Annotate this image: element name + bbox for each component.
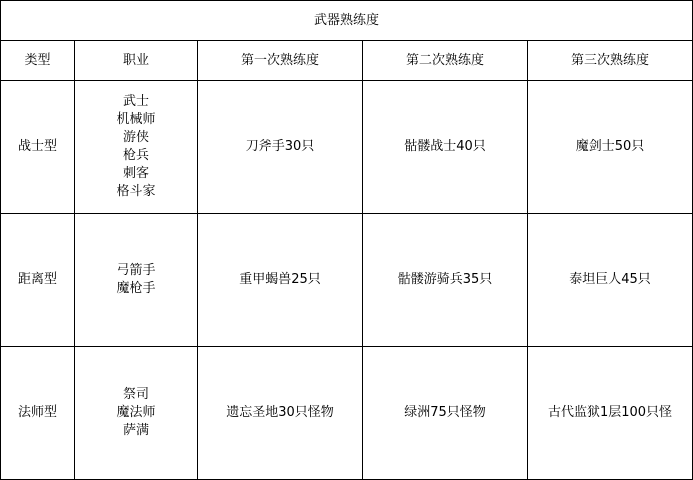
row-class-list <box>75 347 198 480</box>
row-first-proficiency: 刀斧手30只 <box>198 81 363 214</box>
table-row <box>1 81 693 214</box>
row-type: 距离型 <box>1 214 75 347</box>
class-name: 弓箭手 <box>116 263 156 278</box>
table-header-row <box>1 41 693 81</box>
class-name: 武士 <box>122 94 149 109</box>
row-first-proficiency: 遗忘圣地30只怪物 <box>198 347 363 480</box>
header-second-proficiency: 第二次熟练度 <box>363 41 528 81</box>
class-name: 格斗家 <box>116 184 156 199</box>
header-class: 职业 <box>75 41 198 81</box>
class-name: 游侠 <box>122 130 149 145</box>
class-name: 魔法师 <box>116 405 156 420</box>
class-name: 萨满 <box>122 423 149 438</box>
row-first-proficiency: 重甲蝎兽25只 <box>198 214 363 347</box>
table-row <box>1 347 693 480</box>
header-third-proficiency: 第三次熟练度 <box>528 41 693 81</box>
row-third-proficiency: 古代监狱1层100只怪 <box>528 347 693 480</box>
class-name: 枪兵 <box>122 148 149 163</box>
class-name: 魔枪手 <box>116 281 156 296</box>
row-second-proficiency: 绿洲75只怪物 <box>363 347 528 480</box>
row-type: 法师型 <box>1 347 75 480</box>
class-name: 祭司 <box>122 387 149 402</box>
row-type: 战士型 <box>1 81 75 214</box>
row-second-proficiency: 骷髅游骑兵35只 <box>363 214 528 347</box>
row-second-proficiency: 骷髅战士40只 <box>363 81 528 214</box>
header-type: 类型 <box>1 41 75 81</box>
row-third-proficiency: 魔剑士50只 <box>528 81 693 214</box>
table-title: 武器熟练度 <box>1 1 693 41</box>
row-class-list <box>75 214 198 347</box>
row-third-proficiency: 泰坦巨人45只 <box>528 214 693 347</box>
table-title-row <box>1 1 693 41</box>
row-class-list <box>75 81 198 214</box>
table-row <box>1 214 693 347</box>
class-name: 刺客 <box>122 166 149 181</box>
class-name: 机械师 <box>116 112 156 127</box>
header-first-proficiency: 第一次熟练度 <box>198 41 363 81</box>
